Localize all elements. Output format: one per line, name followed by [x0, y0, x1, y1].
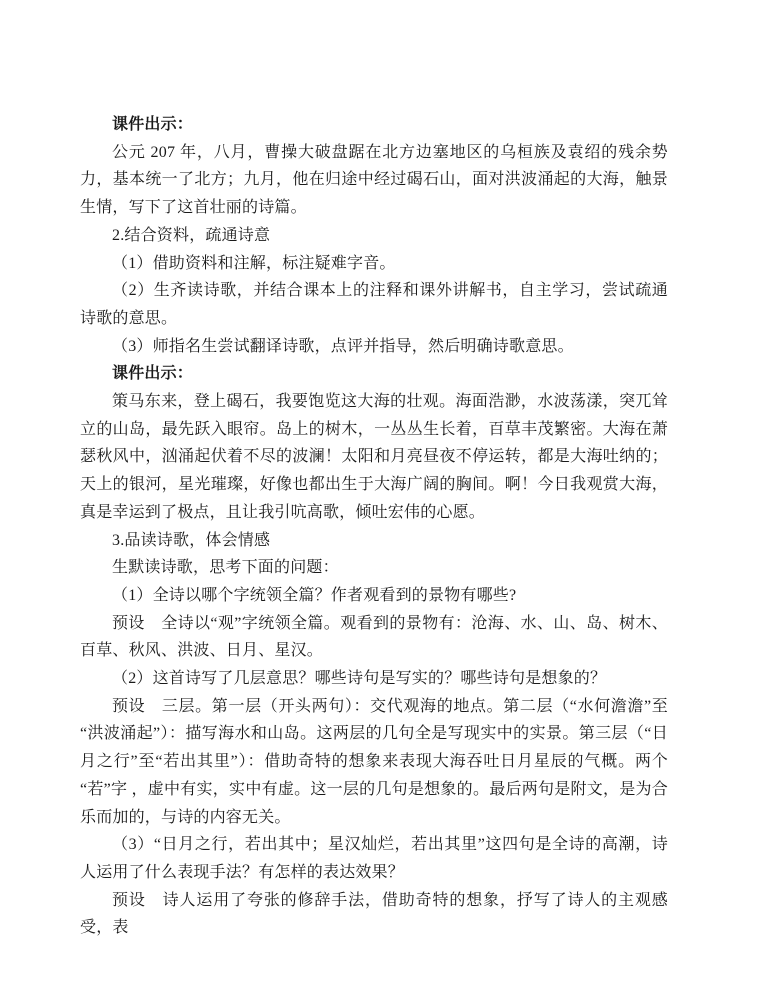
para-poem-translation: 策马东来，登上碣石，我要饱览这大海的壮观。海面浩渺，水波荡漾，突兀耸立的山岛，最先跃入眼帘。岛上的树木，一丛丛生长着，百草丰茂繁密。大海在萧瑟秋风中，汹涌起伏着不尽的波澜！太阳和月亮昼夜不停运转，都是大海吐纳的；天上的银河，星光璀璨，好像也都出生于大海广阔的胸间。啊！今日我观赏大海，真是幸运到了极点，且让我引吭高歌，倾吐宏伟的心愿。 [80, 393, 668, 521]
para-question-3: （3）“日月之行，若出其中；星汉灿烂，若出其里”这四句是全诗的高潮，诗人运用了什么表现手法？有怎样的表达效果？ [80, 836, 668, 881]
para-poem-background: 公元 207 年，八月，曹操大破盘踞在北方边塞地区的乌桓族及袁绍的残余势力，基本统一了北方；九月，他在归途中经过碣石山，面对洪波涌起的大海，触景生情，写下了这首壮丽的诗篇。 [80, 143, 668, 217]
document-text-block [80, 111, 668, 942]
para-answer-2: 预设 三层。第一层（开头两句）：交代观海的地点。第二层（“水何澹澹”至“洪波涌起”）：描写海水和山岛。这两层的几句全是写现实中的实景。第三层（“日月之行”至“若出其里”）：借助奇特的想象来表现大海吞吐日月星辰的气概。两个“若”字 ，虚中有实，实中有虚。这一层的几句是想象的。最后两句是附文，是为合乐而加的，与诗的内容无关。 [80, 697, 668, 826]
para-step2-item-1: （1）借助资料和注解，标注疑难字音。 [112, 254, 396, 272]
para-answer-1: 预设 全诗以“观”字统领全篇。观看到的景物有：沧海、水、山、岛、树木、百草、秋风、洪波、日月、星汉。 [80, 614, 668, 660]
para-answer-3-partial: 预设 诗人运用了夸张的修辞手法，借助奇特的想象，抒写了诗人的主观感受，表 [80, 891, 668, 937]
para-step2-heading: 2.结合资料，疏通诗意 [112, 226, 271, 244]
para-question-2: （2）这首诗写了几层意思？哪些诗句是写实的？哪些诗句是想象的？ [112, 670, 607, 688]
para-courseware-heading-1: 课件出示： [112, 116, 194, 133]
para-question-1: （1）全诗以哪个字统领全篇？作者观看到的景物有哪些? [112, 586, 517, 604]
para-step2-item-3: （3）师指名生尝试翻译诗歌，点评并指导，然后明确诗歌意思。 [112, 337, 574, 355]
para-step3-heading: 3.品读诗歌，体会情感 [112, 531, 271, 549]
para-silent-reading-prompt: 生默读诗歌，思考下面的问题： [112, 559, 339, 577]
para-step2-item-2: （2）生齐读诗歌，并结合课本上的注释和课外讲解书，自主学习，尝试疏通诗歌的意思。 [80, 282, 668, 327]
para-courseware-heading-2: 课件出示： [112, 365, 194, 383]
